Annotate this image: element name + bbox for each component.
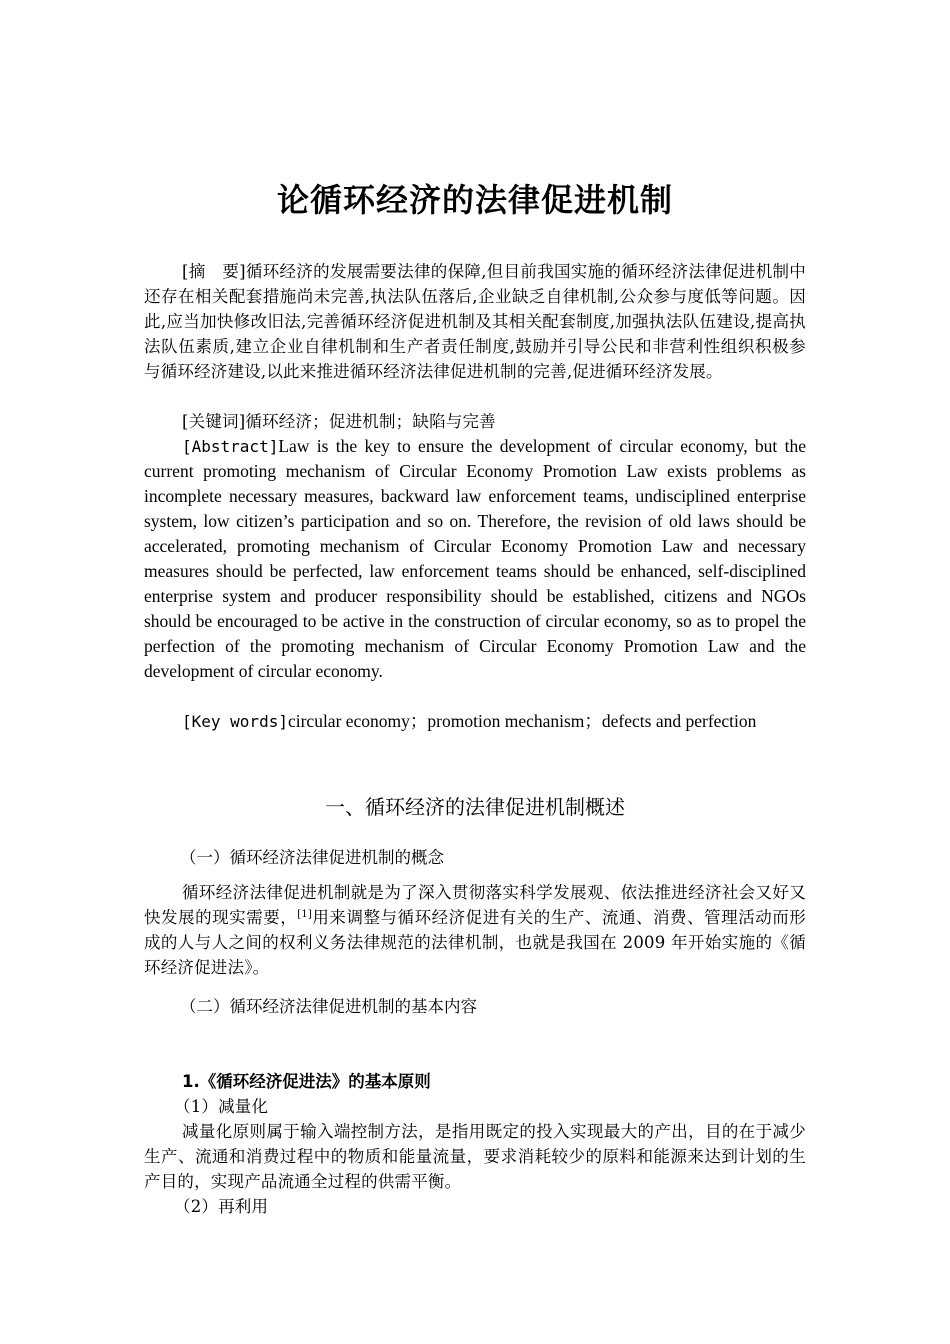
citation-ref[interactable]: [1] [297, 909, 313, 920]
keywords-en-label: [Key words] [182, 712, 288, 731]
point-heading-1: （1）减量化 [174, 1097, 269, 1116]
abstract-cn-label: [摘 要] [182, 262, 246, 281]
section-heading: 一、循环经济的法律促进机制概述 [325, 795, 625, 819]
keywords-en [144, 709, 806, 734]
subsection-heading-2: （二）循环经济法律促进机制的基本内容 [180, 997, 477, 1016]
item-heading-1: 1.《循环经济促进法》的基本原则 [182, 1072, 431, 1091]
reduction-paragraph: 减量化原则属于输入端控制方法，是指用既定的投入实现最大的产出，目的在于减少生产、流通和消费过程中的物质和能量流量，要求消耗较少的原料和能源来达到计划的生产目的，实现产品流通全过程的供需平衡。 [144, 1122, 806, 1191]
abstract-cn [144, 259, 806, 384]
abstract-en-text: Law is the key to ensure the development of circular economy, but the current promoting mechanism of Circular Economy Promotion Law exists problems as incomplete necessary measures, backward law enforcement teams, undisciplined enterprise system, low citizen’s participation and so on. Therefore, the revision of old laws should be accelerated, promoting mechanism of Circular Economy Promotion Law and necessary measures should be perfected, law enforcement teams should be enhanced, self-disciplined enterprise system and producer responsibility should be established, citizens and NGOs should be encouraged to be active in the construction of circular economy, so as to propel the perfection of the promoting mechanism of Circular Economy Promotion Law and the development of circular economy. [144, 436, 806, 681]
abstract-cn-text: 循环经济的发展需要法律的保障,但目前我国实施的循环经济法律促进机制中还存在相关配套措施尚未完善,执法队伍落后,企业缺乏自律机制,公众参与度低等问题。因此,应当加快修改旧法,完善循环经济促进机制及其相关配套制度,加强执法队伍建设,提高执法队伍素质,建立企业自律机制和生产者责任制度,鼓励并引导公民和非营利性组织积极参与循环经济建设,以此来推进循环经济法律促进机制的完善,促进循环经济发展。 [144, 262, 807, 381]
subsection-heading-1: （一）循环经济法律促进机制的概念 [180, 848, 444, 867]
abstract-en [144, 434, 806, 684]
concept-paragraph-text-1: 循环经济法律促进机制就是为了深入贯彻落实科学发展观、依法推进经济社会又好又快发展的现实需要， [144, 883, 806, 927]
keywords-cn-label: [关键词] [182, 412, 246, 431]
keywords-cn-text: 循环经济；促进机制；缺陷与完善 [245, 412, 496, 431]
document-title: 论循环经济的法律促进机制 [276, 181, 673, 219]
keywords-en-text: circular economy；promotion mechanism；defects and perfection [287, 711, 757, 731]
keywords-cn [144, 409, 806, 434]
concept-paragraph-text-2: 用来调整与循环经济促进有关的生产、流通、消费、管理活动而形成的人与人之间的权利义务法律规范的法律机制，也就是我国在 2009 年开始实施的《循环经济促进法》。 [144, 908, 806, 977]
point-heading-2: （2）再利用 [174, 1197, 269, 1216]
concept-paragraph [144, 880, 806, 980]
abstract-en-label: [Abstract] [182, 437, 279, 456]
